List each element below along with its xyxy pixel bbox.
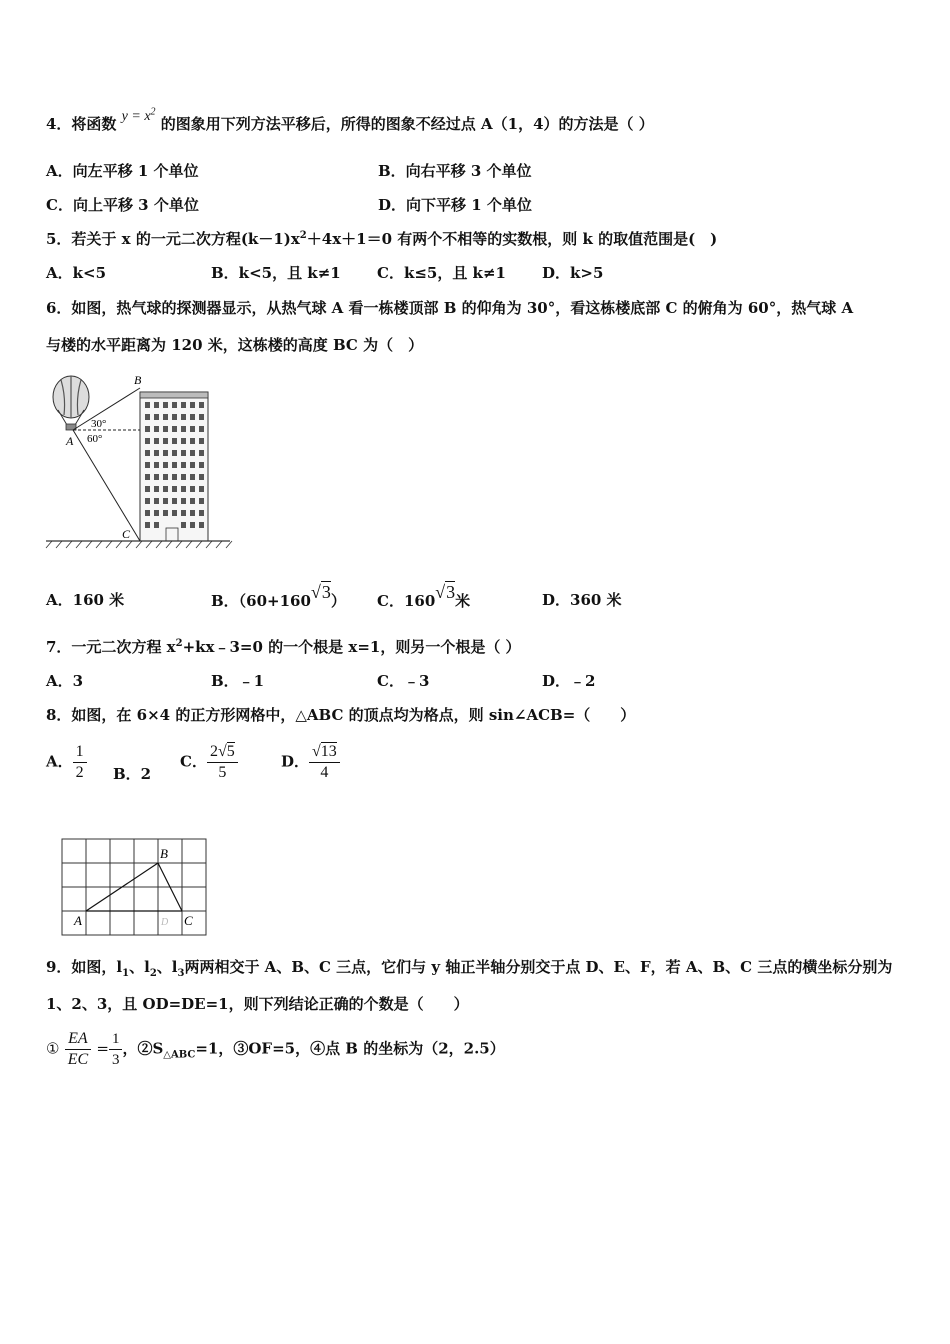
q6-option-a: A．160 米 bbox=[46, 591, 125, 609]
q8-grid-figure bbox=[58, 836, 218, 938]
q7-stem: 7．一元二次方程 $x^2+kx﹣3=0$ 的一个根是 x=1，则另一个根是（ ） bbox=[46, 638, 521, 656]
q5-option-c: C．k≤5，且 k≠1 bbox=[377, 264, 506, 282]
q8-label-c: C bbox=[184, 913, 193, 928]
q8-option-c: C． $\frac{2√5}{5}$ bbox=[180, 742, 238, 783]
q8-label-a: A bbox=[74, 913, 82, 928]
q4-option-c: C．向上平移 3 个单位 bbox=[46, 196, 199, 214]
q4-option-b: B．向右平移 3 个单位 bbox=[378, 162, 532, 180]
q6-angle-30: 30° bbox=[91, 418, 107, 430]
q9-stem-line1: 9．如图，$l_1$、$l_2$、$l_3$两两相交于 A、B、C 三点，它们与 y 轴正半轴分别交于点 D、E、F，若 A、B、C 三点的横坐标分别为 bbox=[46, 958, 893, 979]
q4-option-a: A．向左平移 1 个单位 bbox=[46, 162, 199, 180]
q7-option-b: B．﹣1 bbox=[211, 672, 265, 690]
q9-stem-line2: 1、2、3，且 OD=DE=1，则下列结论正确的个数是（ ） bbox=[46, 995, 469, 1013]
q6-stem-line2: 与楼的水平距离为 120 米，这栋楼的高度 BC 为（ ） bbox=[46, 336, 424, 354]
ground-line bbox=[46, 541, 232, 548]
q8-label-b: B bbox=[160, 846, 168, 861]
building-icon bbox=[140, 392, 208, 541]
q6-figure bbox=[44, 370, 234, 555]
q8-option-a: A． $\frac{1}{2}$ bbox=[46, 742, 87, 783]
q9-conclusions: ① $\frac{EA}{EC}$ = $\frac{1}{3}$ ，$②S_{\triangle ABC}=1$，③OF=5，④点 B 的坐标为（2，2.5） bbox=[46, 1030, 505, 1068]
q7-option-d: D．﹣2 bbox=[542, 672, 596, 690]
q6-option-b: B．（60+160√3） bbox=[211, 582, 346, 610]
q6-label-a: A bbox=[66, 434, 74, 448]
q8-option-d: D． $\frac{√13}{4}$ bbox=[281, 742, 340, 783]
q6-angle-60: 60° bbox=[87, 433, 103, 445]
q4-stem: 4．将函数 $y = x^2$ 的图象用下列方法平移后，所得的图象不经过点 A（1，4）的方法是（ ） bbox=[46, 106, 654, 133]
hot-air-balloon-icon bbox=[53, 376, 89, 430]
q5-option-b: B．k<5，且 k≠1 bbox=[211, 264, 341, 282]
q8-label-d: D bbox=[161, 917, 169, 928]
q6-label-b: B bbox=[134, 373, 142, 387]
q4-formula: $y = x^2$ bbox=[121, 106, 156, 124]
q8-stem: 8．如图，在 6×4 的正方形网格中，△ABC 的顶点均为格点，则 sin∠ACB=（ ） bbox=[46, 706, 636, 724]
q5-option-a: A．k<5 bbox=[46, 264, 107, 282]
q6-label-c: C bbox=[122, 527, 131, 541]
q6-option-d: D．360 米 bbox=[542, 591, 622, 609]
q4-option-d: D．向下平移 1 个单位 bbox=[378, 196, 532, 214]
q6-stem-line1: 6．如图，热气球的探测器显示，从热气球 A 看一栋楼顶部 B 的仰角为 30°，看这栋楼底部 C 的俯角为 60°，热气球 A bbox=[46, 299, 854, 317]
q5-stem: 5．若关于 x 的一元二次方程$(k-1)x^2+4x+1=0$ 有两个不相等的实数根，则 k 的取值范围是( ) bbox=[46, 230, 718, 248]
q8-option-b: B．2 bbox=[113, 765, 152, 783]
q7-option-a: A．3 bbox=[46, 672, 84, 690]
q7-option-c: C．﹣3 bbox=[377, 672, 430, 690]
q6-option-c: C．160√3米 bbox=[377, 582, 471, 610]
q5-option-d: D．k>5 bbox=[542, 264, 604, 282]
